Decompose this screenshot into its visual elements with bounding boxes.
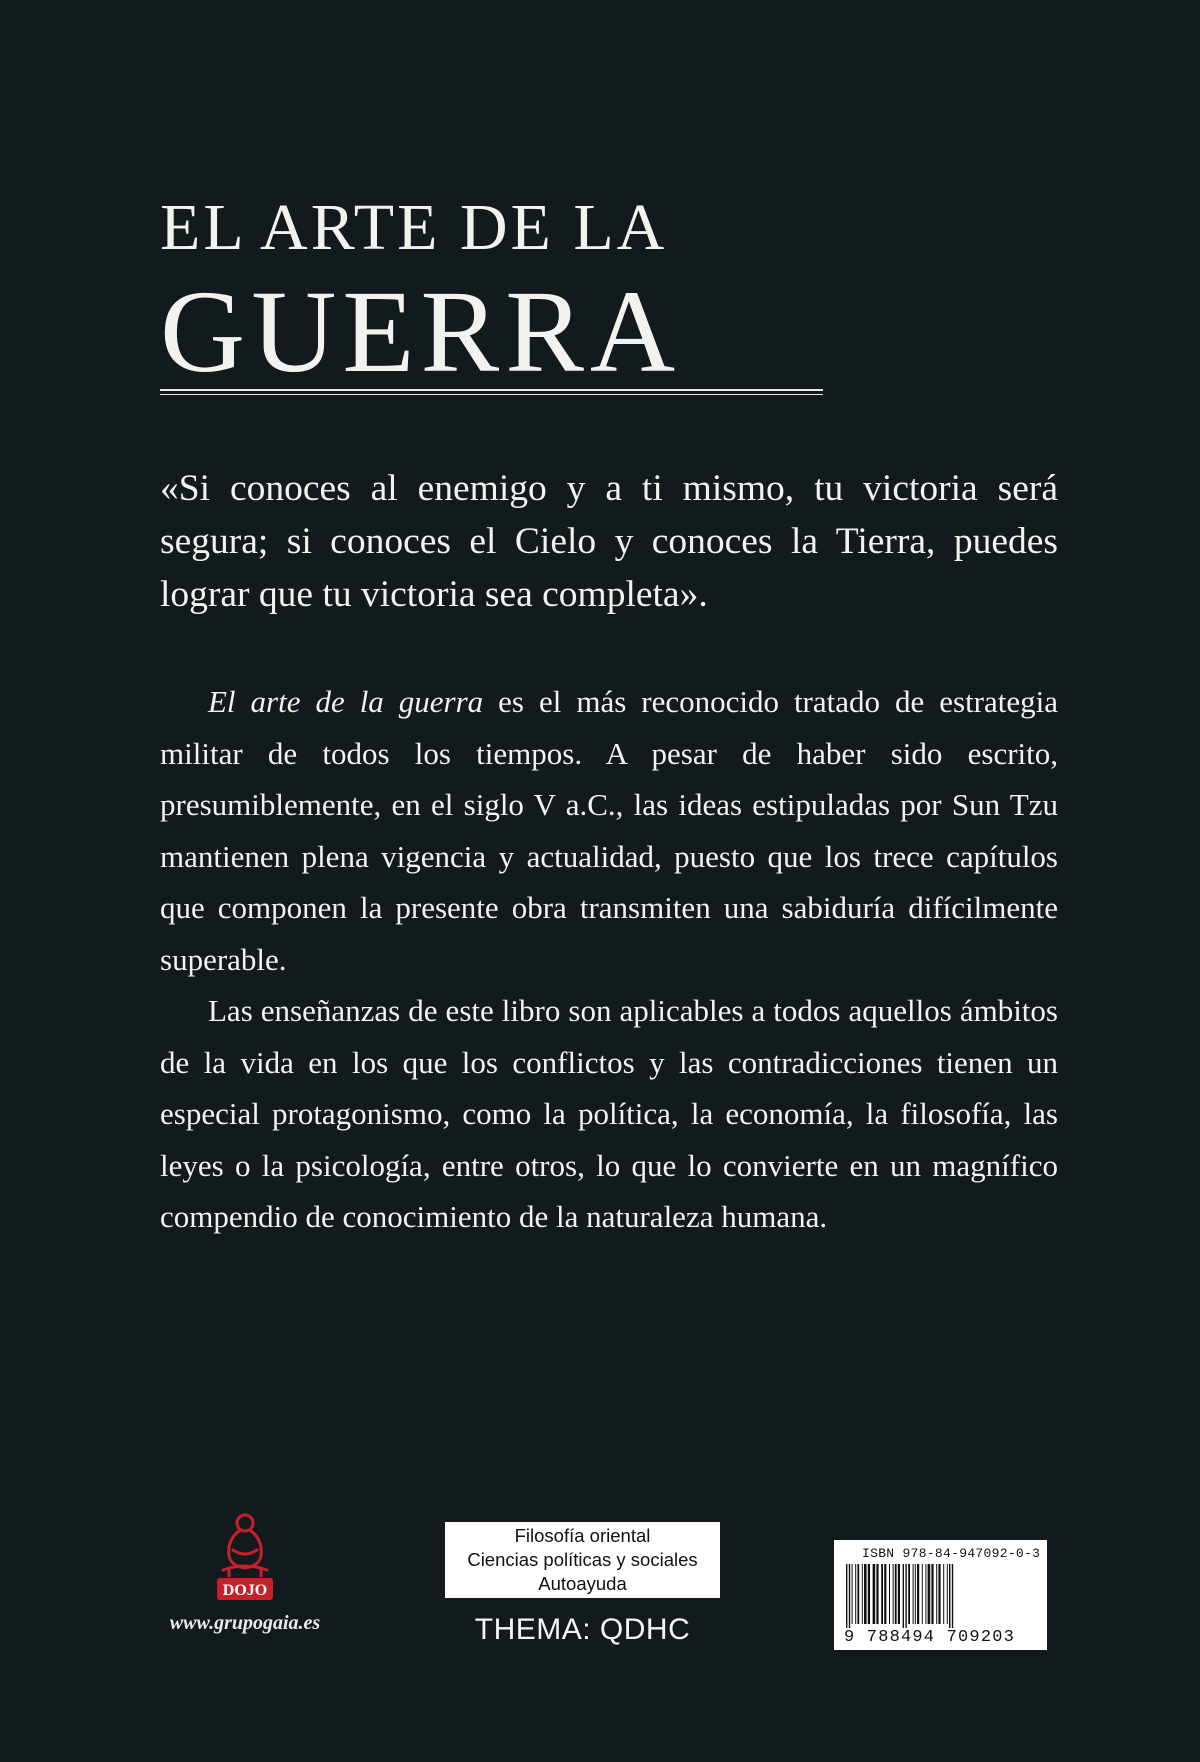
synopsis xyxy=(160,676,1058,1243)
barcode-bar xyxy=(864,1564,867,1624)
barcode-bar xyxy=(949,1564,950,1632)
title-line-2: GUERRA xyxy=(160,266,682,397)
barcode-bar xyxy=(862,1564,863,1624)
barcode-bar xyxy=(876,1564,878,1624)
barcode-bar xyxy=(913,1564,914,1624)
isbn-barcode xyxy=(834,1540,1047,1650)
barcode-bar xyxy=(905,1564,906,1632)
barcode-bar xyxy=(936,1564,937,1624)
barcode-bar xyxy=(884,1564,886,1624)
barcode-bar xyxy=(889,1564,890,1624)
barcode-bar xyxy=(881,1564,883,1624)
barcode-bar xyxy=(849,1564,850,1632)
barcode-bar xyxy=(852,1564,853,1624)
synopsis-paragraph-1 xyxy=(160,676,1058,985)
barcode-bar xyxy=(947,1564,948,1624)
barcode-bar xyxy=(938,1564,940,1624)
isbn-digits: 9 788494 709203 xyxy=(844,1628,1016,1647)
dojo-logo-text: DOJO xyxy=(222,1582,268,1599)
dojo-logo xyxy=(209,1510,281,1606)
publisher-url: www.grupogaia.es xyxy=(169,1612,321,1634)
isbn-label: ISBN 978-84-947092-0-3 xyxy=(862,1546,1041,1561)
book-title-italic: El arte de la guerra xyxy=(208,684,484,719)
barcode-bar xyxy=(898,1564,900,1624)
title-block xyxy=(160,191,825,397)
barcode-bar xyxy=(952,1564,953,1632)
barcode-bar xyxy=(868,1564,870,1624)
category-item: Autoayuda xyxy=(538,1573,627,1594)
epigraph-quote: «Si conoces al enemigo y a ti mismo, tu victoria será segura; si conoces el Cielo y conoces la Tierra, puedes lograr que tu victoria sea completa». xyxy=(160,468,1058,615)
barcode-bar xyxy=(917,1564,919,1624)
barcode-bar xyxy=(908,1564,910,1624)
synopsis-paragraph-2: Las enseñanzas de este libro son aplicables a todos aquellos ámbitos de la vida en los que los conflictos y las contradicciones tienen un especial protagonismo, como la política, la economía, la filosofía, las leyes o la psicología, entre otros, lo que lo convierte en un magnífico compendio de conocimiento de la naturaleza humana. xyxy=(160,993,1058,1234)
barcode-bar xyxy=(903,1564,904,1632)
barcode-bar xyxy=(915,1564,916,1624)
barcode-bar xyxy=(925,1564,926,1624)
barcode-bar xyxy=(846,1564,847,1632)
category-box xyxy=(445,1522,720,1598)
thema-code: THEMA: QDHC xyxy=(474,1613,691,1646)
category-item: Ciencias políticas y sociales xyxy=(467,1549,698,1570)
barcode-bar xyxy=(893,1564,894,1624)
barcode-bar xyxy=(943,1564,944,1624)
barcode-bar xyxy=(931,1564,933,1624)
title-line-1: EL ARTE DE LA xyxy=(160,191,668,264)
barcode-bar xyxy=(895,1564,897,1624)
barcode-bars xyxy=(844,1564,1037,1634)
barcode-bar xyxy=(922,1564,923,1624)
publisher-block xyxy=(155,1510,335,1635)
barcode-bar xyxy=(857,1564,859,1624)
title-underline xyxy=(160,389,823,395)
synopsis-paragraph-1-text: es el más reconocido tratado de estrategia militar de todos los tiempos. A pesar de haber sido escrito, presumiblemente, en el siglo V a.C., las ideas estipuladas por Sun Tzu mantienen plena vigencia y actualidad, puesto que los trece capítulos que componen la presente obra transmiten una sabiduría difícilmente superable. xyxy=(160,684,1059,977)
barcode-bar xyxy=(855,1564,856,1624)
barcode-bar xyxy=(873,1564,876,1624)
barcode-bar xyxy=(928,1564,931,1624)
category-item: Filosofía oriental xyxy=(514,1525,651,1546)
